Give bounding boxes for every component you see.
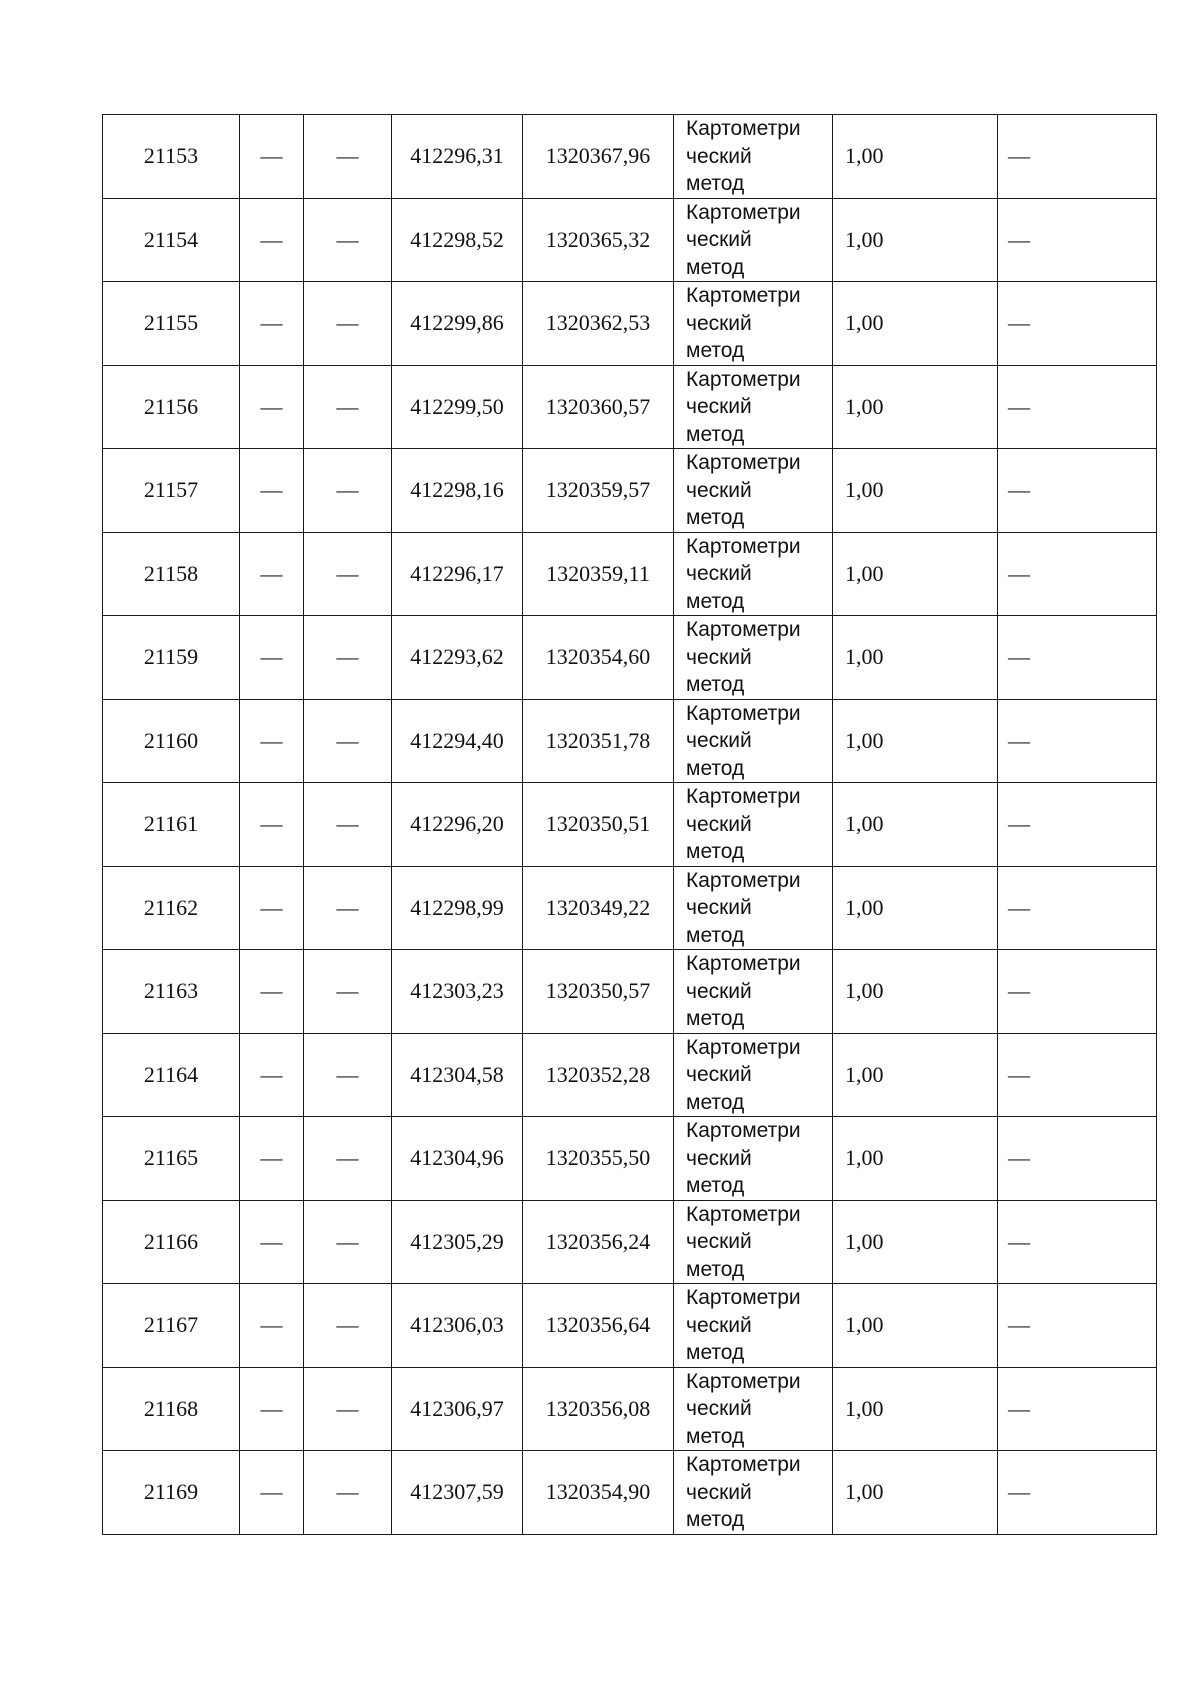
point-number-cell: 21164 [103, 1033, 240, 1117]
empty-cell-8: — [998, 1200, 1157, 1284]
table-row [103, 616, 1157, 700]
method-text-line-3: метод [686, 1174, 745, 1197]
method-cell [674, 1367, 833, 1451]
empty-cell-3: — [304, 1200, 392, 1284]
point-number-cell: 21167 [103, 1284, 240, 1368]
table-row [103, 449, 1157, 533]
accuracy-cell: 1,00 [833, 950, 998, 1034]
empty-cell-2: — [240, 699, 304, 783]
method-text-line-1: Картометри [686, 367, 801, 391]
table-row [103, 198, 1157, 282]
empty-cell-3: — [304, 616, 392, 700]
method-cell [674, 1033, 833, 1117]
x-coordinate-cell: 412307,59 [392, 1451, 523, 1535]
y-coordinate-cell: 1320356,08 [523, 1367, 674, 1451]
point-number-cell: 21155 [103, 282, 240, 366]
method-text-line-2: ческий [686, 1063, 752, 1086]
empty-cell-8: — [998, 1117, 1157, 1201]
method-text-line-1: Картометри [686, 1202, 801, 1226]
method-text-line-3: метод [686, 506, 745, 529]
method-text-line-2: ческий [686, 1230, 752, 1253]
point-number-cell: 21154 [103, 198, 240, 282]
x-coordinate-cell: 412294,40 [392, 699, 523, 783]
empty-cell-8: — [998, 1451, 1157, 1535]
empty-cell-3: — [304, 783, 392, 867]
method-text-line-3: метод [686, 1424, 745, 1448]
method-text-line-1: Картометри [686, 952, 801, 975]
method-text-line-3: метод [686, 840, 745, 863]
y-coordinate-cell: 1320355,50 [523, 1117, 674, 1201]
method-text-line-3: метод [686, 923, 745, 947]
empty-cell-8: — [998, 532, 1157, 616]
x-coordinate-cell: 412298,99 [392, 866, 523, 950]
point-number-cell: 21156 [103, 365, 240, 449]
empty-cell-3: — [304, 1451, 392, 1535]
empty-cell-2: — [240, 866, 304, 950]
method-cell [674, 699, 833, 783]
empty-cell-2: — [240, 115, 304, 199]
empty-cell-8: — [998, 950, 1157, 1034]
table-body [103, 115, 1157, 1535]
method-text-line-3: метод [686, 172, 745, 195]
x-coordinate-cell: 412299,86 [392, 282, 523, 366]
empty-cell-3: — [304, 282, 392, 366]
accuracy-cell: 1,00 [833, 1033, 998, 1117]
empty-cell-3: — [304, 532, 392, 616]
method-text-line-2: ческий [686, 812, 752, 836]
method-text-line-2: ческий [686, 311, 752, 335]
method-text-line-1: Картометри [686, 785, 801, 808]
empty-cell-3: — [304, 1367, 392, 1451]
point-number-cell: 21162 [103, 866, 240, 950]
method-text-line-2: ческий [686, 395, 752, 418]
empty-cell-3: — [304, 115, 392, 199]
point-number-cell: 21165 [103, 1117, 240, 1201]
method-text-line-2: ческий [686, 1480, 752, 1504]
accuracy-cell: 1,00 [833, 1117, 998, 1201]
empty-cell-8: — [998, 282, 1157, 366]
method-text-line-2: ческий [686, 144, 752, 168]
method-cell [674, 449, 833, 533]
method-text-line-2: ческий [686, 979, 752, 1003]
method-text-line-1: Картометри [686, 1369, 801, 1393]
method-cell [674, 282, 833, 366]
empty-cell-3: — [304, 1284, 392, 1368]
x-coordinate-cell: 412306,03 [392, 1284, 523, 1368]
method-text-line-2: ческий [686, 729, 752, 752]
method-text-line-3: метод [686, 1257, 745, 1281]
table-row [103, 699, 1157, 783]
point-number-cell: 21157 [103, 449, 240, 533]
y-coordinate-cell: 1320351,78 [523, 699, 674, 783]
accuracy-cell: 1,00 [833, 115, 998, 199]
accuracy-cell: 1,00 [833, 866, 998, 950]
method-text-line-1: Картометри [686, 451, 801, 474]
y-coordinate-cell: 1320359,11 [523, 532, 674, 616]
accuracy-cell: 1,00 [833, 532, 998, 616]
method-cell [674, 783, 833, 867]
method-text-line-1: Картометри [686, 618, 801, 641]
y-coordinate-cell: 1320356,24 [523, 1200, 674, 1284]
method-text-line-2: ческий [686, 1397, 752, 1420]
accuracy-cell: 1,00 [833, 699, 998, 783]
y-coordinate-cell: 1320354,60 [523, 616, 674, 700]
method-text-line-2: ческий [686, 896, 752, 919]
empty-cell-2: — [240, 616, 304, 700]
method-text-line-1: Картометри [686, 1035, 801, 1059]
method-cell [674, 616, 833, 700]
method-text-line-3: метод [686, 1508, 745, 1531]
accuracy-cell: 1,00 [833, 198, 998, 282]
point-number-cell: 21161 [103, 783, 240, 867]
table-row [103, 1451, 1157, 1535]
point-number-cell: 21158 [103, 532, 240, 616]
method-text-line-1: Картометри [686, 1453, 801, 1476]
coordinates-table [102, 114, 1157, 1535]
method-cell [674, 532, 833, 616]
empty-cell-3: — [304, 699, 392, 783]
x-coordinate-cell: 412306,97 [392, 1367, 523, 1451]
table-row [103, 1033, 1157, 1117]
accuracy-cell: 1,00 [833, 282, 998, 366]
y-coordinate-cell: 1320350,51 [523, 783, 674, 867]
table-row [103, 115, 1157, 199]
x-coordinate-cell: 412296,20 [392, 783, 523, 867]
empty-cell-8: — [998, 449, 1157, 533]
y-coordinate-cell: 1320365,32 [523, 198, 674, 282]
empty-cell-2: — [240, 1284, 304, 1368]
empty-cell-2: — [240, 1367, 304, 1451]
table-row [103, 1367, 1157, 1451]
table-row [103, 866, 1157, 950]
point-number-cell: 21166 [103, 1200, 240, 1284]
empty-cell-3: — [304, 1117, 392, 1201]
method-text-line-2: ческий [686, 478, 752, 502]
accuracy-cell: 1,00 [833, 1200, 998, 1284]
method-cell [674, 1451, 833, 1535]
x-coordinate-cell: 412296,17 [392, 532, 523, 616]
table-row [103, 1117, 1157, 1201]
method-cell [674, 1200, 833, 1284]
method-text-line-2: ческий [686, 1146, 752, 1170]
empty-cell-2: — [240, 783, 304, 867]
method-text-line-3: метод [686, 589, 745, 613]
method-text-line-1: Картометри [686, 534, 801, 558]
x-coordinate-cell: 412299,50 [392, 365, 523, 449]
x-coordinate-cell: 412303,23 [392, 950, 523, 1034]
empty-cell-3: — [304, 449, 392, 533]
table-row [103, 1200, 1157, 1284]
method-text-line-3: метод [686, 339, 745, 362]
empty-cell-8: — [998, 1033, 1157, 1117]
empty-cell-8: — [998, 1367, 1157, 1451]
accuracy-cell: 1,00 [833, 449, 998, 533]
y-coordinate-cell: 1320367,96 [523, 115, 674, 199]
method-text-line-3: метод [686, 422, 745, 446]
accuracy-cell: 1,00 [833, 1451, 998, 1535]
empty-cell-3: — [304, 866, 392, 950]
x-coordinate-cell: 412298,52 [392, 198, 523, 282]
empty-cell-8: — [998, 616, 1157, 700]
x-coordinate-cell: 412304,96 [392, 1117, 523, 1201]
accuracy-cell: 1,00 [833, 783, 998, 867]
method-text-line-1: Картометри [686, 868, 801, 892]
accuracy-cell: 1,00 [833, 616, 998, 700]
method-text-line-3: метод [686, 1341, 745, 1364]
x-coordinate-cell: 412305,29 [392, 1200, 523, 1284]
y-coordinate-cell: 1320350,57 [523, 950, 674, 1034]
table-row [103, 365, 1157, 449]
empty-cell-8: — [998, 1284, 1157, 1368]
method-text-line-3: метод [686, 756, 745, 780]
y-coordinate-cell: 1320349,22 [523, 866, 674, 950]
point-number-cell: 21153 [103, 115, 240, 199]
table-row [103, 1284, 1157, 1368]
x-coordinate-cell: 412296,31 [392, 115, 523, 199]
method-text-line-1: Картометри [686, 1286, 801, 1309]
empty-cell-3: — [304, 950, 392, 1034]
method-text-line-3: метод [686, 255, 745, 279]
point-number-cell: 21163 [103, 950, 240, 1034]
method-text-line-3: метод [686, 673, 745, 696]
y-coordinate-cell: 1320360,57 [523, 365, 674, 449]
table-row [103, 950, 1157, 1034]
method-text-line-1: Картометри [686, 1119, 801, 1142]
method-cell [674, 198, 833, 282]
empty-cell-2: — [240, 198, 304, 282]
empty-cell-2: — [240, 950, 304, 1034]
empty-cell-2: — [240, 1451, 304, 1535]
empty-cell-2: — [240, 532, 304, 616]
method-cell [674, 866, 833, 950]
empty-cell-3: — [304, 198, 392, 282]
method-text-line-2: ческий [686, 228, 752, 251]
point-number-cell: 21159 [103, 616, 240, 700]
y-coordinate-cell: 1320359,57 [523, 449, 674, 533]
point-number-cell: 21168 [103, 1367, 240, 1451]
x-coordinate-cell: 412293,62 [392, 616, 523, 700]
point-number-cell: 21160 [103, 699, 240, 783]
method-text-line-3: метод [686, 1090, 745, 1114]
empty-cell-8: — [998, 198, 1157, 282]
method-text-line-2: ческий [686, 645, 752, 669]
accuracy-cell: 1,00 [833, 365, 998, 449]
empty-cell-8: — [998, 699, 1157, 783]
accuracy-cell: 1,00 [833, 1367, 998, 1451]
table-row [103, 282, 1157, 366]
method-text-line-1: Картометри [686, 701, 801, 725]
y-coordinate-cell: 1320352,28 [523, 1033, 674, 1117]
empty-cell-8: — [998, 783, 1157, 867]
empty-cell-2: — [240, 1200, 304, 1284]
method-cell [674, 1117, 833, 1201]
empty-cell-8: — [998, 115, 1157, 199]
table-row [103, 783, 1157, 867]
method-cell [674, 1284, 833, 1368]
empty-cell-2: — [240, 1033, 304, 1117]
table-row [103, 532, 1157, 616]
empty-cell-2: — [240, 449, 304, 533]
method-text-line-2: ческий [686, 562, 752, 585]
accuracy-cell: 1,00 [833, 1284, 998, 1368]
method-text-line-1: Картометри [686, 200, 801, 224]
empty-cell-2: — [240, 1117, 304, 1201]
x-coordinate-cell: 412298,16 [392, 449, 523, 533]
y-coordinate-cell: 1320356,64 [523, 1284, 674, 1368]
method-text-line-1: Картометри [686, 117, 801, 140]
method-cell [674, 115, 833, 199]
empty-cell-3: — [304, 1033, 392, 1117]
method-cell [674, 365, 833, 449]
empty-cell-3: — [304, 365, 392, 449]
empty-cell-2: — [240, 282, 304, 366]
method-text-line-3: метод [686, 1007, 745, 1030]
method-cell [674, 950, 833, 1034]
method-text-line-2: ческий [686, 1313, 752, 1337]
empty-cell-8: — [998, 866, 1157, 950]
point-number-cell: 21169 [103, 1451, 240, 1535]
x-coordinate-cell: 412304,58 [392, 1033, 523, 1117]
empty-cell-8: — [998, 365, 1157, 449]
method-text-line-1: Картометри [686, 284, 801, 307]
y-coordinate-cell: 1320354,90 [523, 1451, 674, 1535]
empty-cell-2: — [240, 365, 304, 449]
y-coordinate-cell: 1320362,53 [523, 282, 674, 366]
